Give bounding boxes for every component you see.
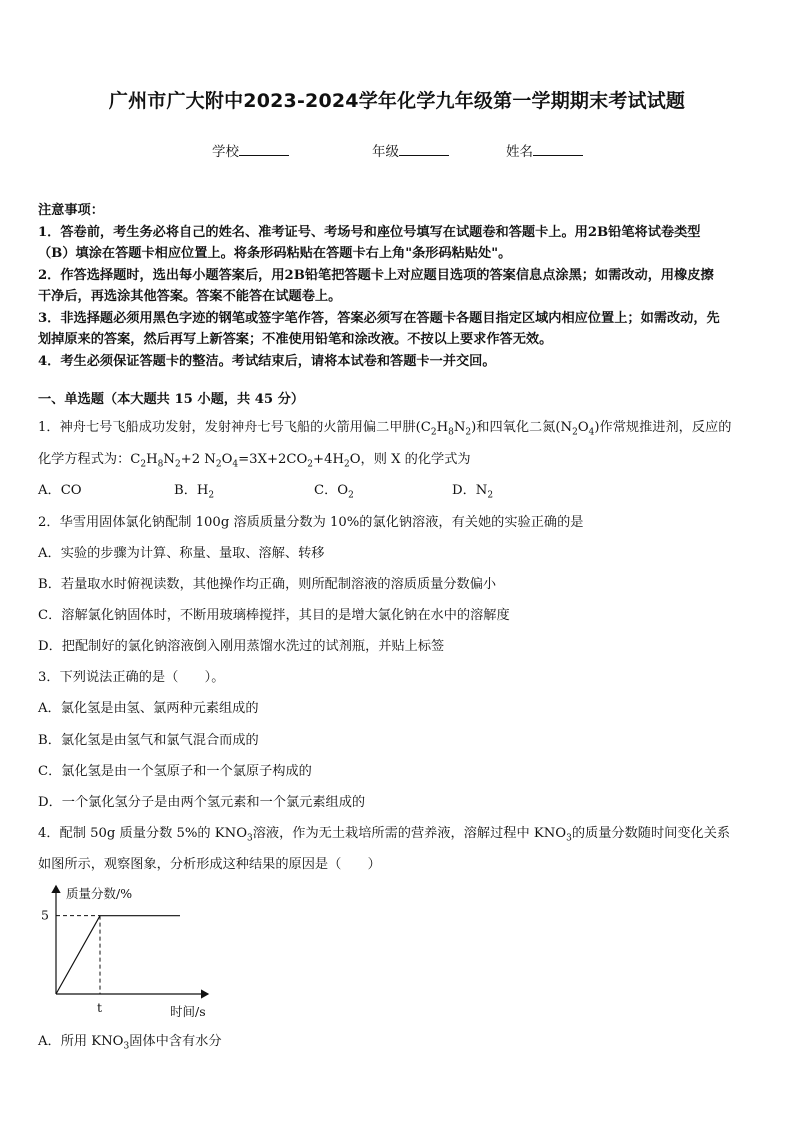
notice-line: 4．考生必须保证答题卡的整洁。考试结束后，请将本试卷和答题卡一并交回。 — [38, 353, 496, 369]
q1-option-d[interactable]: D．$N_2$ — [452, 483, 494, 501]
q4-stem-line2: 如图所示，观察图象，分析形成这种结果的原因是（ ） — [38, 857, 381, 872]
school-field[interactable]: 学校 — [212, 140, 289, 160]
section-title: 一、单选题（本大题共 15 小题，共 45 分） — [38, 392, 305, 407]
q3-stem: 3．下列说法正确的是（ ）。 — [38, 670, 225, 685]
x-tick-label: t — [97, 1000, 103, 1015]
q3-option-a[interactable]: A．氯化氢是由氢、氯两种元素组成的 — [38, 701, 259, 716]
series-line — [56, 916, 180, 994]
q2-option-d[interactable]: D．把配制好的氯化钠溶液倒入刚用蒸馏水洗过的试剂瓶，并贴上标签 — [38, 639, 445, 654]
q2-stem: 2．华雪用固体氯化钠配制 100g 溶质质量分数为 10%的氯化钠溶液，有关她的实验正确的是 — [38, 515, 584, 530]
exam-notice — [38, 200, 760, 372]
notice-line: 2．作答选择题时，选出每小题答案后，用2B铅笔把答题卡上对应题目选项的答案信息点涂黑；如需改动，用橡皮擦 — [38, 267, 714, 283]
q3-option-d[interactable]: D．一个氯化氢分子是由两个氢元素和一个氯元素组成的 — [38, 795, 366, 810]
q2-option-c[interactable]: C．溶解氯化钠固体时，不断用玻璃棒搅拌，其目的是增大氯化钠在水中的溶解度 — [38, 608, 510, 623]
q4-stem-line1: 4．配制 50g 质量分数 5%的 $KNO_3$溶液，作为无土栽培所需的营养液，溶解过程中 $KNO_3$的质量分数随时间变化关系 — [38, 826, 731, 844]
q3-option-b[interactable]: B．氯化氢是由氢气和氯气混合而成的 — [38, 733, 259, 748]
q1-option-c[interactable]: C．$O_2$ — [314, 483, 354, 501]
q1-option-b[interactable]: B．$H_2$ — [174, 483, 215, 501]
notice-line: 3．非选择题必须用黑色字迹的钢笔或签字笔作答，答案必须写在答题卡各题目指定区域内相应位置上；如需改动，先 — [38, 310, 720, 326]
y-tick-label: 5 — [41, 907, 49, 923]
q1-stem-line1: 1．神舟七号飞船成功发射，发射神舟七号飞船的火箭用偏二甲肼$(C_2H_8N_2)$和四氧化二氮$(N_2O_4)$作常规推进剂，反应的 — [38, 420, 732, 438]
q1-option-a[interactable]: A．CO — [38, 483, 82, 498]
q3-option-c[interactable]: C．氯化氢是由一个氢原子和一个氯原子构成的 — [38, 764, 312, 779]
notice-line: 干净后，再选涂其他答案。答案不能答在试题卷上。 — [38, 289, 342, 304]
page-title: 广州市广大附中2023-2024学年化学九年级第一学期期末考试试题 — [108, 90, 686, 112]
x-axis-label: 时间/s — [170, 1004, 206, 1019]
notice-line: （B）填涂在答题卡相应位置上。将条形码粘贴在答题卡右上角"条形码粘贴处"。 — [38, 246, 512, 261]
notice-line: 1．答卷前，考生务必将自己的姓名、准考证号、考场号和座位号填写在试题卷和答题卡上。用2B铅笔将试卷类型 — [38, 224, 701, 240]
q2-option-b[interactable]: B．若量取水时俯视读数，其他操作均正确，则所配制溶液的溶质质量分数偏小 — [38, 577, 497, 592]
mass-fraction-chart — [30, 880, 230, 1020]
q4-option-a[interactable]: A．所用 $KNO_3$固体中含有水分 — [38, 1034, 222, 1052]
q2-option-a[interactable]: A．实验的步骤为计算、称量、量取、溶解、转移 — [38, 546, 325, 561]
grade-field[interactable]: 年级 — [372, 140, 449, 160]
notice-line: 划掉原来的答案，然后再写上新答案；不准使用铅笔和涂改液。不按以上要求作答无效。 — [38, 332, 553, 347]
student-info-row — [0, 140, 794, 160]
name-field[interactable]: 姓名 — [506, 140, 583, 160]
notice-heading: 注意事项： — [38, 203, 104, 218]
y-axis-label: 质量分数/% — [66, 886, 133, 901]
q1-stem-line2: 化学方程式为：$C_2H_8N_2+2$ $N_2O_4=3X+2CO_2+4H_2O$，则 X 的化学式为 — [38, 452, 471, 470]
q4-chart — [30, 880, 230, 1024]
